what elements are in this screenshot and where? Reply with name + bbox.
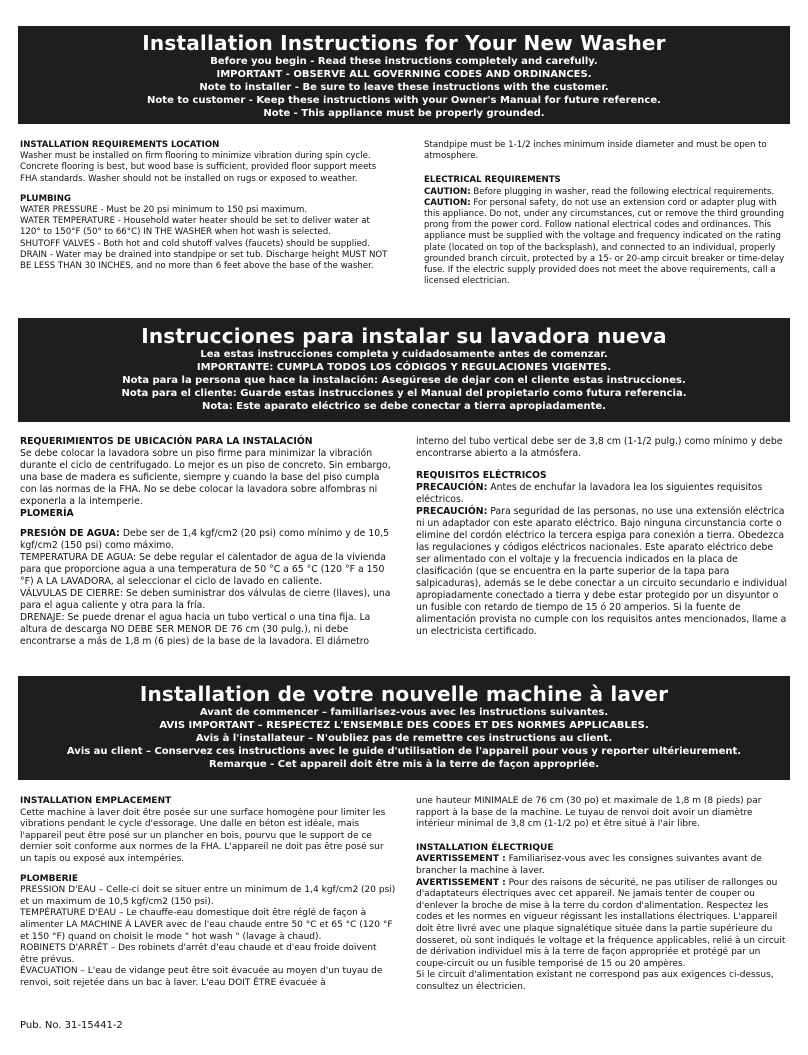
french-caution-2: AVERTISSEMENT : Pour des raisons de sécurité, ne pas utiliser de rallonges ou d'adaptateurs électriques avec cet appareil. Ne jamais tenter de couper ou d'enlever la broche de mise à la terre du cordon d'alimentation. Respectez les codes et les normes en vigueur régissant les installations électriques. L'appareil doit être livré avec une plaque signalétique située dans la partie supérieure du dosseret, où sont indiqués le voltage et la fréquence applicables, relié à un circuit de dérivation individuel mis à la terre de façon appropriée et protégé par un coupe-circuit ou un fusible temporisé de 15 ou 20 ampères. — [416, 877, 786, 969]
french-caution-1: AVERTISSEMENT : Familiarisez-vous avec les consignes suivantes avant de brancher la machine à laver. — [416, 854, 762, 876]
english-left-column — [20, 140, 392, 272]
english-note: Note to customer - Keep these instructions with your Owner's Manual for future reference. — [147, 95, 661, 106]
french-title: Installation de votre nouvelle machine à laver — [139, 682, 669, 706]
english-note: Before you begin - Read these instructions completely and carefully. — [210, 56, 598, 67]
spanish-right-column — [416, 436, 790, 638]
spanish-plumbing-item: VÁLVULAS DE CIERRE: Se deben suministrar dos válvulas de cierre (llaves), una para el agua caliente y otra para la fría. — [20, 588, 391, 611]
spanish-location-text: Se debe colocar la lavadora sobre un piso firme para minimizar la vibración durante el ciclo de centrifugado. Lo mejor es un piso de concreto. Sin embargo, una base de madera es suficiente, siempre y cuando la base del piso cumpla con las normas de la FHA. No se debe colocar la lavadora sobre alfombras ni exponerla a la intemperie. — [20, 448, 391, 507]
english-plumbing-item: DRAIN - Water may be drained into standpipe or set tub. Discharge height MUST NOT BE LESS THAN 30 INCHES, and no more than 6 feet above the base of the washer. — [20, 249, 388, 272]
french-note: AVIS IMPORTANT – RESPECTEZ L'ENSEMBLE DES CODES ET DES NORMES APPLICABLES. — [159, 720, 649, 731]
spanish-note: Nota para la persona que hace la instalación: Asegúrese de dejar con el cliente estas instrucciones. — [122, 375, 686, 386]
english-title: Installation Instructions for Your New Washer — [142, 31, 666, 55]
spanish-plumbing-heading: PLOMERÍA — [20, 508, 74, 519]
french-note: Avis à l'installateur – N'oubliez pas de remettre ces instructions au client. — [195, 733, 613, 744]
english-plumbing-heading: PLUMBING — [20, 193, 71, 204]
spanish-note: IMPORTANTE: CUMPLA TODOS LOS CÓDIGOS Y REGULACIONES VIGENTES. — [196, 362, 612, 373]
english-plumbing-item: WATER TEMPERATURE - Household water heater should be set to deliver water at 120° to 150°F (50° to 66°C) IN THE WASHER when hot wash is selected. — [20, 216, 370, 238]
spanish-location-heading: REQUERIMIENTOS DE UBICACIÓN PARA LA INSTALACIÓN — [20, 436, 313, 447]
english-standpipe-text: Standpipe must be 1-1/2 inches minimum inside diameter and must be open to atmosphere. — [424, 140, 767, 162]
french-left-column — [20, 796, 396, 990]
english-plumbing-item: WATER PRESSURE - Must be 20 psi minimum to 150 psi maximum. — [20, 205, 308, 216]
english-electrical-heading: ELECTRICAL REQUIREMENTS — [424, 175, 561, 186]
french-standpipe-text: une hauteur MINIMALE de 76 cm (30 po) et maximale de 1,8 m (8 pieds) par rapport à la base de la machine. Le tuyau de renvoi doit avoir un diamètre intérieur minimal de 3,8 cm (1-1/2 po) et être situé à l'air libre. — [416, 796, 762, 830]
spanish-left-column — [20, 436, 396, 648]
english-note: Note - This appliance must be properly grounded. — [263, 108, 545, 119]
french-plumbing-item: ÉVACUATION – L'eau de vidange peut être soit évacuée au moyen d'un tuyau de renvoi, soit rejetée dans un bac à laver. L'eau DOIT ÊTRE évacuée à — [20, 966, 383, 988]
french-plumbing-item: TEMPÉRATURE D'EAU – Le chauffe-eau domestique doit être réglé de façon à alimenter LA MACHINE À LAVER avec de l'eau chaude entre 50 °C et 65 °C (120 °F et 150 °F) quand on choisit le mode " hot wash " (lavage à chaud). — [20, 908, 393, 942]
spanish-standpipe-text: interno del tubo vertical debe ser de 3,8 cm (1-1/2 pulg.) como mínimo y debe encontrarse abierto a la atmósfera. — [416, 436, 783, 459]
english-note: IMPORTANT - OBSERVE ALL GOVERNING CODES AND ORDINANCES. — [216, 69, 592, 80]
caution-label: CAUTION: — [424, 186, 471, 197]
french-note: Avis au client – Conservez ces instructions avec le guide d'utilisation de l'appareil pour vous y reporter ultérieurement. — [66, 746, 742, 757]
spanish-caution-1: PRECAUCIÓN: Antes de enchufar la lavadora lea los siguientes requisitos eléctricos. — [416, 482, 763, 505]
french-right-column — [416, 796, 790, 994]
french-location-text: Cette machine à laver doit être posée sur une surface homogène pour limiter les vibrations pendant le cycle d'essorage. Une dalle en béton est idéale, mais l'appareil peut être posé sur un plancher en bois, pourvu que le support de ce dernier soit conforme aux normes de la FHA. L'appareil ne doit pas être posé sur un tapis ou exposé aux intempéries. — [20, 807, 386, 864]
english-plumbing-item: SHUTOFF VALVES - Both hot and cold shutoff valves (faucets) should be supplied. — [20, 238, 370, 249]
french-caution-3: Si le circuit d'alimentation existant ne correspond pas aux exigences ci-dessus, consultez un électricien. — [416, 970, 774, 992]
english-caution-2: CAUTION: For personal safety, do not use an extension cord or adapter plug with this appliance. Do not, under any circumstances, cut or remove the third grounding prong from the power cord. Follow national electrical codes and ordinances. This appliance must be supplied with the voltage and frequency indicated on the rating plate (located on top of the backsplash), and connected to an individual, properly grounded branch circuit, protected by a 15- or 20-amp circuit breaker or time-delay fuse. If the electric supply provided does not meet the above requirements, call a licensed electrician. — [424, 197, 785, 287]
french-note: Avant de commencer – familiarisez-vous avec les instructions suivantes. — [199, 707, 609, 718]
spanish-note: Nota para el cliente: Guarde estas instrucciones y el Manual del propietario como futura referencia. — [121, 388, 687, 399]
french-plumbing-item: ROBINETS D'ARRÊT – Des robinets d'arrêt d'eau chaude et d'eau froide doivent être prévus. — [20, 943, 377, 965]
french-electrical-heading: INSTALLATION ÉLECTRIQUE — [416, 842, 554, 853]
spanish-electrical-heading: REQUISITOS ELÉCTRICOS — [416, 470, 547, 481]
spanish-pressure: PRESIÓN DE AGUA: Debe ser de 1,4 kgf/cm2 (20 psi) como mínimo y de 10,5 kgf/cm2 (150 psi) como máximo. — [20, 528, 390, 551]
spanish-caution-2: PRECAUCIÓN: Para seguridad de las personas, no use una extensión eléctrica ni un adaptador con este aparato eléctrico. Bajo ninguna circunstancia corte o elimine del cordón eléctrico la tercera espiga para conexión a tierra. Obedezca las regulaciones y códigos eléctricos nacionales. Este aparato eléctrico debe ser alimentado con el voltaje y la frecuencia indicados en la placa de clasificación (que se encuentra en la parte superior de la tapa para salpicaduras), además se le debe conectar a un circuito secundario e individual apropiadamente conectado a tierra y debe estar protegido por un disyuntor o un fusible con retardo de tiempo de 15 ó 20 amperios. Si la fuente de alimentación provista no cumple con los requisitos antes mencionados, llame a un electricista certificado. — [416, 506, 788, 637]
pressure-label: PRESIÓN DE AGUA: — [20, 528, 120, 539]
english-right-column — [424, 140, 790, 287]
caution-label: PRECAUCIÓN: — [416, 506, 488, 517]
spanish-note: Lea estas instrucciones completa y cuidadosamente antes de comenzar. — [200, 349, 608, 360]
english-note: Note to installer - Be sure to leave these instructions with the customer. — [199, 82, 609, 93]
caution-label: AVERTISSEMENT : — [416, 854, 506, 865]
english-caution-1: CAUTION: Before plugging in washer, read the following electrical requirements. — [424, 186, 775, 197]
french-banner — [18, 676, 790, 780]
french-note: Remarque - Cet appareil doit être mis à la terre de façon appropriée. — [209, 759, 599, 770]
caution-label: CAUTION: — [424, 197, 471, 208]
spanish-banner — [18, 318, 790, 422]
spanish-plumbing-item: TEMPERATURA DE AGUA: Se debe regular el calentador de agua de la vivienda para que proporcione agua a una temperatura de 50 °C a 65 °C (120 °F a 150 °F) A LA LAVADORA, al seleccionar el ciclo de lavado en caliente. — [20, 552, 386, 587]
caution-label: PRECAUCIÓN: — [416, 482, 488, 493]
spanish-note: Nota: Este aparato eléctrico se debe conectar a tierra apropiadamente. — [202, 401, 606, 412]
english-location-text: Washer must be installed on firm flooring to minimize vibration during spin cycle. Concrete flooring is best, but wood base is sufficient, provided floor support meets FHA standards. Washer should not be installed on rugs or exposed to weather. — [20, 151, 377, 184]
english-banner — [18, 26, 790, 124]
publication-number: Pub. No. 31-15441-2 — [20, 1020, 123, 1031]
caution-label: AVERTISSEMENT : — [416, 877, 506, 888]
spanish-plumbing-item: DRENAJE: Se puede drenar el agua hacia un tubo vertical o una tina fija. La altura de descarga NO DEBE SER MENOR DE 76 cm (30 pulg.), ni debe encontrarse a más de 1,8 m (6 pies) de la base de la lavadora. El diámetro — [20, 612, 371, 647]
french-plumbing-item: PRESSION D'EAU – Celle-ci doit se situer entre un minimum de 1,4 kgf/cm2 (20 psi) et un maximum de 10,5 kgf/cm2 (150 psi). — [20, 885, 396, 907]
spanish-title: Instrucciones para instalar su lavadora nueva — [141, 324, 667, 348]
english-location-heading: INSTALLATION REQUIREMENTS LOCATION — [20, 140, 220, 150]
french-plumbing-heading: PLOMBERIE — [20, 873, 79, 884]
french-location-heading: INSTALLATION EMPLACEMENT — [20, 796, 172, 806]
